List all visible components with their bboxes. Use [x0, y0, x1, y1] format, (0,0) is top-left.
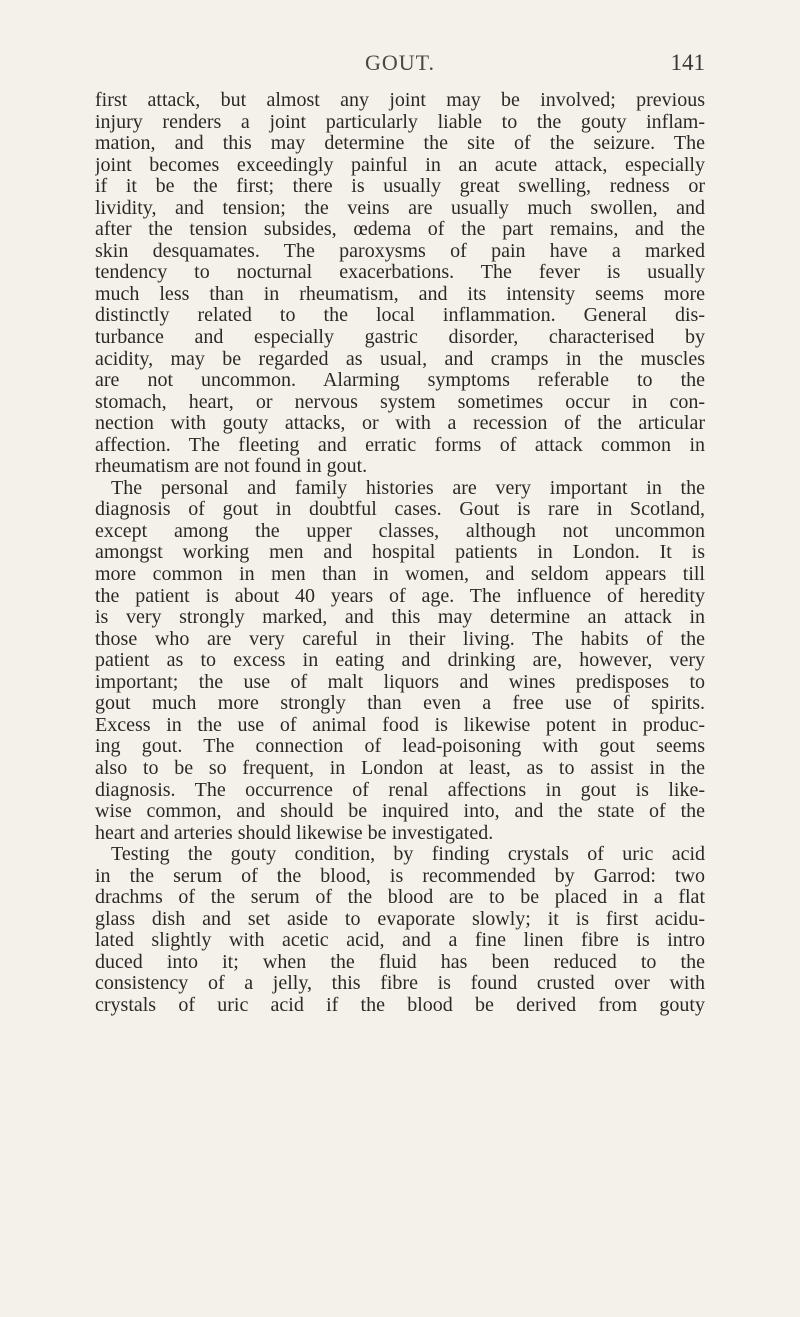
text-line: crystals of uric acid if the blood be derived from gouty — [95, 994, 705, 1016]
text-line: lividity, and tension; the veins are usually much swollen, and — [95, 197, 705, 219]
text-line: distinctly related to the local inflammation. General dis- — [95, 305, 705, 327]
text-line: stomach, heart, or nervous system sometimes occur in con- — [95, 391, 705, 413]
text-line: glass dish and set aside to evaporate slowly; it is first acidu- — [95, 908, 705, 930]
text-line: diagnosis. The occurrence of renal affections in gout is like- — [95, 779, 705, 801]
text-line: The personal and family histories are very important in the — [111, 477, 705, 499]
text-line: diagnosis of gout in doubtful cases. Gout is rare in Scotland, — [95, 499, 705, 521]
text-line: the patient is about 40 years of age. The influence of heredity — [95, 585, 705, 607]
text-line: lated slightly with acetic acid, and a fine linen fibre is intro — [95, 930, 705, 952]
text-line: skin desquamates. The paroxysms of pain have a marked — [95, 240, 705, 262]
text-line: is very strongly marked, and this may determine an attack in — [95, 607, 705, 629]
text-line: affection. The fleeting and erratic forms of attack common in — [95, 434, 705, 456]
text-line: injury renders a joint particularly liable to the gouty inflam- — [95, 111, 705, 133]
text-line: if it be the first; there is usually great swelling, redness or — [95, 176, 705, 198]
text-line: duced into it; when the fluid has been reduced to the — [95, 951, 705, 973]
text-line: mation, and this may determine the site of the seizure. The — [95, 133, 705, 155]
text-line: rheumatism are not found in gout. — [95, 456, 368, 478]
text-line: joint becomes exceedingly painful in an acute attack, especially — [95, 154, 705, 176]
text-line: nection with gouty attacks, or with a recession of the articular — [95, 413, 705, 435]
text-line: ing gout. The connection of lead-poisoning with gout seems — [95, 736, 705, 758]
text-line: also to be so frequent, in London at least, as to assist in the — [95, 757, 705, 779]
text-line: acidity, may be regarded as usual, and cramps in the muscles — [95, 348, 705, 370]
text-line: first attack, but almost any joint may be involved; previous — [95, 90, 705, 111]
text-line: those who are very careful in their living. The habits of the — [95, 628, 705, 650]
text-line: tendency to nocturnal exacerbations. The fever is usually — [95, 262, 705, 284]
text-line: heart and arteries should likewise be investigated. — [95, 822, 494, 844]
text-line: Excess in the use of animal food is likewise potent in produc- — [95, 714, 705, 736]
page-number: 141 — [670, 50, 705, 75]
text-line: turbance and especially gastric disorder, characterised by — [95, 327, 705, 349]
text-line: amongst working men and hospital patients in London. It is — [95, 542, 705, 564]
running-title: GOUT. — [365, 50, 435, 75]
text-line: Testing the gouty condition, by finding crystals of uric acid — [111, 844, 705, 866]
text-line: more common in men than in women, and seldom appears till — [95, 564, 705, 586]
text-line: wise common, and should be inquired into, and the state of the — [95, 801, 705, 823]
body-text — [95, 90, 705, 1017]
text-line: drachms of the serum of the blood are to be placed in a flat — [95, 887, 705, 909]
text-line: in the serum of the blood, is recommended by Garrod: two — [95, 865, 705, 887]
running-head — [95, 50, 705, 80]
text-line: after the tension subsides, œdema of the part remains, and the — [95, 219, 705, 241]
text-line: patient as to excess in eating and drinking are, however, very — [95, 650, 705, 672]
text-line: gout much more strongly than even a free use of spirits. — [95, 693, 705, 715]
text-line: much less than in rheumatism, and its intensity seems more — [95, 283, 705, 305]
text-line: important; the use of malt liquors and wines predisposes to — [95, 671, 705, 693]
text-line: consistency of a jelly, this fibre is found crusted over with — [95, 973, 705, 995]
text-line: are not uncommon. Alarming symptoms referable to the — [95, 370, 705, 392]
text-line: except among the upper classes, although not uncommon — [95, 520, 705, 542]
